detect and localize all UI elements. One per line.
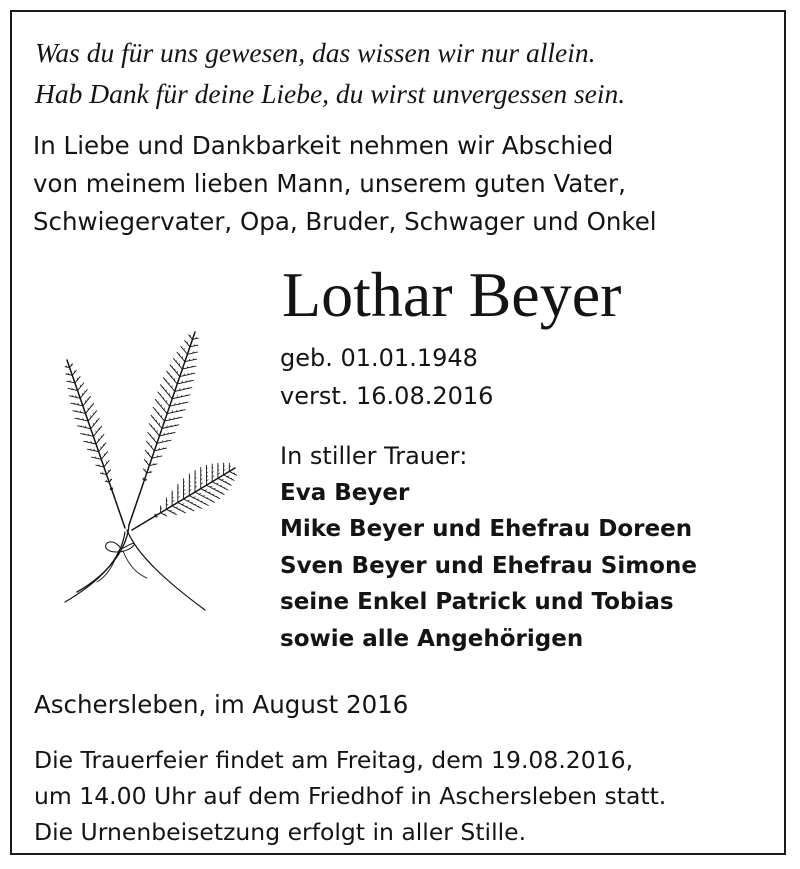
fern-icon: [37, 320, 262, 620]
funeral-line: Die Trauerfeier findet am Freitag, dem 19.08.2016,: [34, 746, 634, 774]
mourners-heading: In stiller Trauer:: [280, 442, 468, 470]
place-date: Aschersleben, im August 2016: [34, 690, 409, 719]
mourner-name: Mike Beyer und Ehefrau Doreen: [280, 516, 693, 542]
farewell-text: [33, 127, 773, 241]
mourner-name: Sven Beyer und Ehefrau Simone: [280, 552, 697, 579]
farewell-line: von meinem lieben Mann, unserem guten Vater,: [33, 169, 626, 198]
funeral-info: [34, 742, 666, 850]
funeral-line: um 14.00 Uhr auf dem Friedhof in Aschersleben statt.: [34, 782, 667, 810]
funeral-line: Die Urnenbeisetzung erfolgt in aller Stille.: [34, 818, 527, 846]
farewell-line: In Liebe und Dankbarkeit nehmen wir Abschied: [33, 131, 614, 160]
memorial-verse: [35, 32, 775, 114]
mourner-name: sowie alle Angehörigen: [280, 625, 584, 652]
deceased-name: Lothar Beyer: [282, 259, 622, 330]
mourner-name: seine Enkel Patrick und Tobias: [280, 589, 674, 615]
verse-line: Was du für uns gewesen, das wissen wir nur allein.: [35, 37, 596, 68]
life-dates: [280, 339, 493, 415]
birth-date: geb. 01.01.1948: [280, 344, 478, 372]
farewell-line: Schwiegervater, Opa, Bruder, Schwager und Onkel: [33, 207, 657, 236]
verse-line: Hab Dank für deine Liebe, du wirst unvergessen sein.: [35, 78, 626, 109]
obituary-card: [10, 10, 786, 855]
death-date: verst. 16.08.2016: [280, 382, 494, 410]
mourners-list: [280, 438, 697, 657]
mourner-name: Eva Beyer: [280, 479, 410, 506]
